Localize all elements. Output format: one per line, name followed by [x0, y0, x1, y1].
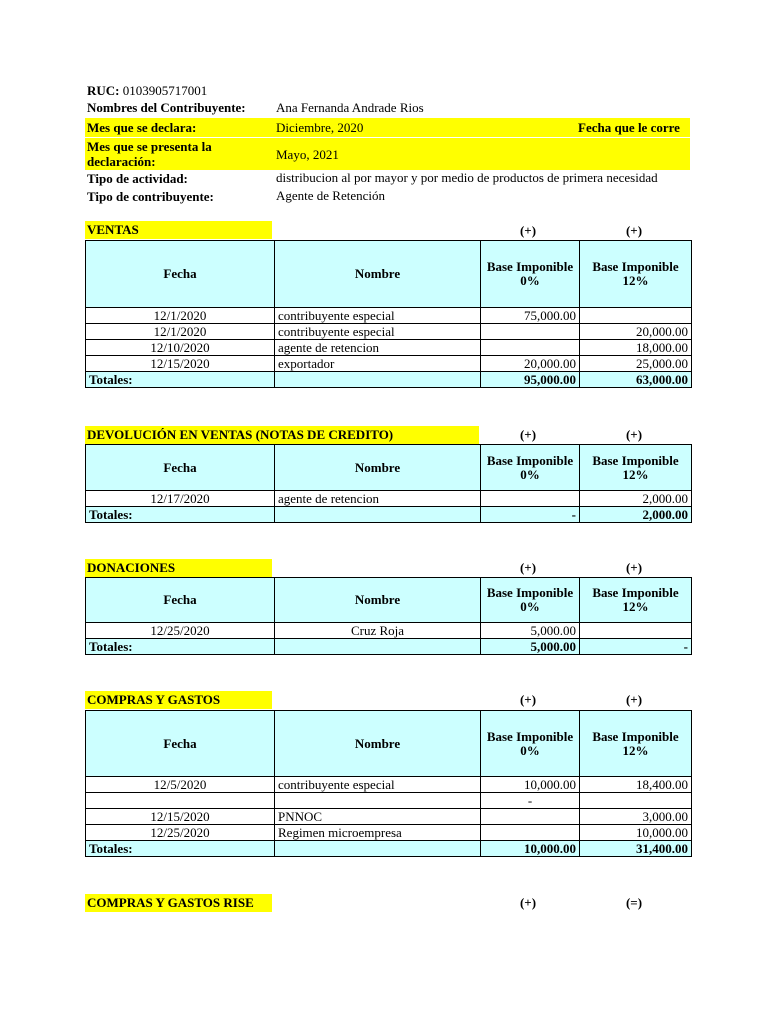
col-nombre: Nombre [275, 711, 481, 777]
cell-base0 [481, 809, 580, 825]
col-fecha: Fecha [86, 241, 275, 308]
cell-base12 [580, 308, 692, 324]
totales-empty [275, 639, 481, 655]
devolucion-sign-base0: (+) [519, 427, 537, 442]
mes-declara-label: Mes que se declara: [87, 120, 197, 135]
totales-label: Totales: [86, 841, 275, 857]
totales-label: Totales: [86, 372, 275, 388]
cell-nombre: contribuyente especial [275, 777, 481, 793]
col-nombre: Nombre [275, 578, 481, 623]
cell-base0: 5,000.00 [481, 623, 580, 639]
ruc-line [87, 83, 207, 99]
compras-title: COMPRAS Y GASTOS [85, 691, 272, 709]
cell-fecha: 12/1/2020 [86, 308, 275, 324]
ruc-label: RUC: [87, 83, 120, 98]
cell-nombre: contribuyente especial [275, 308, 481, 324]
total-base12: - [580, 639, 692, 655]
cell-base0 [481, 491, 580, 507]
cell-nombre: Regimen microempresa [275, 825, 481, 841]
cell-base0: 10,000.00 [481, 777, 580, 793]
cell-base12: 10,000.00 [580, 825, 692, 841]
col-nombre: Nombre [275, 241, 481, 308]
tipo-contribuyente-value: Agente de Retención [276, 188, 386, 203]
tipo-contribuyente-label: Tipo de contribuyente: [87, 189, 214, 204]
total-base12: 63,000.00 [580, 372, 692, 388]
col-fecha: Fecha [86, 578, 275, 623]
col-base12: Base Imponible 12% [580, 578, 692, 623]
cell-base0: - [481, 793, 580, 809]
table-row [86, 809, 692, 825]
table-row [86, 308, 692, 324]
cell-fecha: 12/15/2020 [86, 356, 275, 372]
cell-nombre: agente de retencion [275, 491, 481, 507]
ventas-sign-base12: (+) [625, 223, 643, 238]
cell-fecha: 12/25/2020 [86, 623, 275, 639]
total-base0: 95,000.00 [481, 372, 580, 388]
col-nombre: Nombre [275, 445, 481, 491]
totales-empty [275, 372, 481, 388]
ventas-title: VENTAS [85, 221, 272, 239]
actividad-value: distribucion al por mayor y por medio de productos de primera necesidad [276, 170, 658, 185]
total-base0: 5,000.00 [481, 639, 580, 655]
donaciones-table [85, 577, 692, 655]
cell-fecha: 12/17/2020 [86, 491, 275, 507]
table-row [86, 793, 692, 809]
cell-base12 [580, 623, 692, 639]
table-row [86, 623, 692, 639]
col-base0: Base Imponible 0% [481, 445, 580, 491]
cell-base12: 2,000.00 [580, 491, 692, 507]
donaciones-title: DONACIONES [85, 559, 272, 577]
totales-empty [275, 507, 481, 523]
table-row [86, 356, 692, 372]
cell-fecha: 12/15/2020 [86, 809, 275, 825]
ruc-value: 0103905717001 [122, 83, 208, 98]
mes-declara-value: Diciembre, 2020 [276, 120, 364, 135]
totals-row [86, 372, 692, 388]
cell-fecha [86, 793, 275, 809]
col-fecha: Fecha [86, 445, 275, 491]
cell-fecha: 12/10/2020 [86, 340, 275, 356]
devolucion-table [85, 444, 692, 523]
cell-fecha: 12/5/2020 [86, 777, 275, 793]
mes-presenta-label-2: declaración: [87, 154, 156, 169]
mes-presenta-value: Mayo, 2021 [276, 147, 339, 162]
actividad-label: Tipo de actividad: [87, 171, 188, 186]
cell-base12: 3,000.00 [580, 809, 692, 825]
compras-rise-sign-base0: (+) [519, 895, 537, 910]
cell-fecha: 12/25/2020 [86, 825, 275, 841]
total-base0: - [481, 507, 580, 523]
table-row [86, 825, 692, 841]
cell-fecha: 12/1/2020 [86, 324, 275, 340]
donaciones-sign-base0: (+) [519, 560, 537, 575]
fecha-corresponde-label: Fecha que le corre [578, 120, 680, 135]
totales-label: Totales: [86, 639, 275, 655]
compras-table [85, 710, 692, 857]
totals-row [86, 639, 692, 655]
compras-sign-base0: (+) [519, 692, 537, 707]
totales-label: Totales: [86, 507, 275, 523]
total-base12: 31,400.00 [580, 841, 692, 857]
nombres-label: Nombres del Contribuyente: [87, 100, 246, 115]
cell-base12 [580, 793, 692, 809]
cell-nombre: exportador [275, 356, 481, 372]
cell-base0 [481, 825, 580, 841]
col-base0: Base Imponible 0% [481, 578, 580, 623]
cell-base0: 75,000.00 [481, 308, 580, 324]
compras-rise-sign-base12: (=) [625, 895, 643, 910]
table-row [86, 491, 692, 507]
cell-base12: 25,000.00 [580, 356, 692, 372]
ventas-sign-base0: (+) [519, 223, 537, 238]
devolucion-sign-base12: (+) [625, 427, 643, 442]
table-row [86, 340, 692, 356]
cell-nombre: contribuyente especial [275, 324, 481, 340]
totales-empty [275, 841, 481, 857]
donaciones-sign-base12: (+) [625, 560, 643, 575]
nombres-value: Ana Fernanda Andrade Rios [276, 100, 424, 115]
compras-rise-title: COMPRAS Y GASTOS RISE [85, 894, 272, 912]
total-base12: 2,000.00 [580, 507, 692, 523]
mes-presenta-label [87, 139, 212, 169]
cell-nombre: agente de retencion [275, 340, 481, 356]
col-base12: Base Imponible 12% [580, 711, 692, 777]
col-base12: Base Imponible 12% [580, 445, 692, 491]
cell-base0 [481, 324, 580, 340]
cell-base12: 20,000.00 [580, 324, 692, 340]
compras-sign-base12: (+) [625, 692, 643, 707]
totals-row [86, 507, 692, 523]
cell-nombre: PNNOC [275, 809, 481, 825]
total-base0: 10,000.00 [481, 841, 580, 857]
col-fecha: Fecha [86, 711, 275, 777]
col-base0: Base Imponible 0% [481, 711, 580, 777]
totals-row [86, 841, 692, 857]
col-base0: Base Imponible 0% [481, 241, 580, 308]
cell-base0: 20,000.00 [481, 356, 580, 372]
table-row [86, 324, 692, 340]
table-row [86, 777, 692, 793]
devolucion-title: DEVOLUCIÓN EN VENTAS (NOTAS DE CREDITO) [85, 426, 479, 444]
col-base12: Base Imponible 12% [580, 241, 692, 308]
cell-base12: 18,000.00 [580, 340, 692, 356]
cell-base12: 18,400.00 [580, 777, 692, 793]
cell-nombre [275, 793, 481, 809]
ventas-table [85, 240, 692, 388]
cell-nombre: Cruz Roja [275, 623, 481, 639]
cell-base0 [481, 340, 580, 356]
mes-presenta-label-1: Mes que se presenta la [87, 139, 212, 154]
